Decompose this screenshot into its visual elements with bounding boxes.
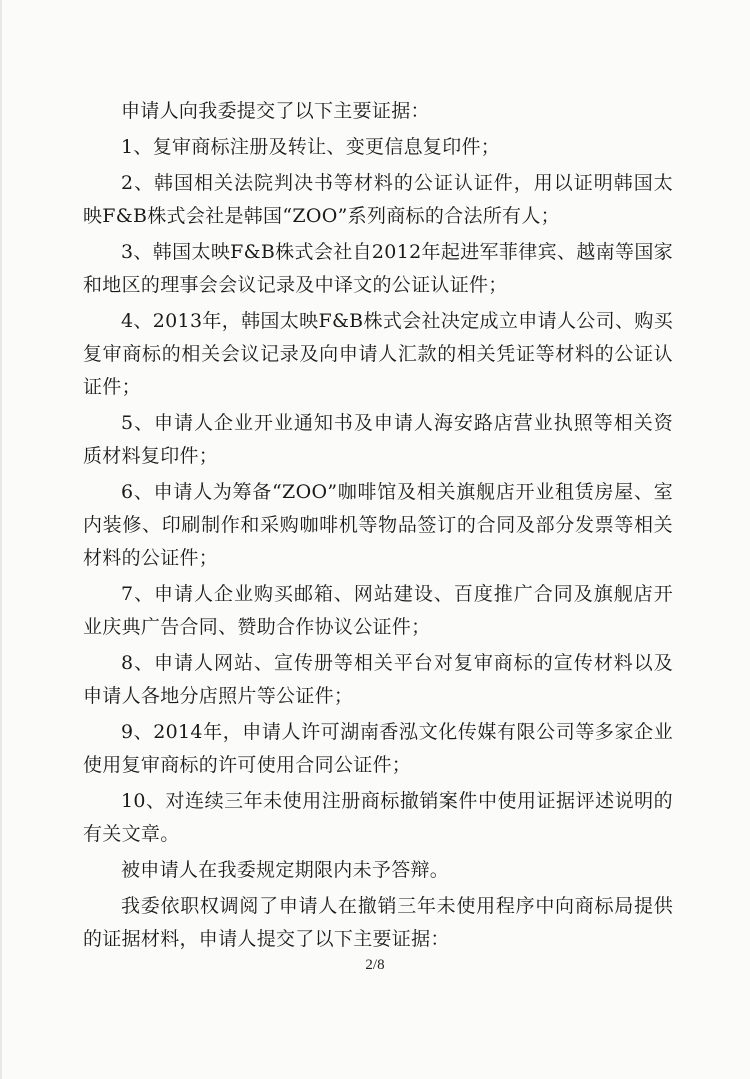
paragraph-evidence-3: 3、韩国太映F&B株式会社自2012年起进军菲律宾、越南等国家和地区的理事会会议记录及中译文的公证认证件； (83, 241, 673, 296)
paragraph-evidence-4: 4、2013年，韩国太映F&B株式会社决定成立申请人公司、购买复审商标的相关会议记录及向申请人汇款的相关凭证等材料的公证认证件； (83, 310, 673, 398)
paragraph-evidence-10: 10、对连续三年未使用注册商标撤销案件中使用证据评述说明的有关文章。 (83, 790, 673, 845)
paragraph-evidence-7: 7、申请人企业购买邮箱、网站建设、百度推广合同及旗舰店开业庆典广告合同、赞助合作协议公证件； (83, 583, 673, 638)
paragraph-evidence-1: 1、复审商标注册及转让、变更信息复印件； (121, 136, 501, 158)
paragraph-evidence-2: 2、韩国相关法院判决书等材料的公证认证件，用以证明韩国太映F&B株式会社是韩国“ZOO”系列商标的合法所有人； (83, 172, 673, 227)
paragraph-evidence-6: 6、申请人为筹备“ZOO”咖啡馆及相关旗舰店开业租赁房屋、室内装修、印刷制作和采购咖啡机等物品签订的合同及部分发票等相关材料的公证件； (83, 481, 673, 569)
paragraph-evidence-5: 5、申请人企业开业通知书及申请人海安路店营业执照等相关资质材料复印件； (83, 412, 673, 467)
page-number: 2/8 (365, 957, 385, 973)
paragraph-evidence-8: 8、申请人网站、宣传册等相关平台对复审商标的宣传材料以及申请人各地分店照片等公证件； (83, 652, 673, 707)
page-edge (0, 0, 2, 1079)
paragraph-review: 我委依职权调阅了申请人在撤销三年未使用程序中向商标局提供的证据材料，申请人提交了以下主要证据： (83, 895, 673, 950)
paragraph-evidence-9: 9、2014年，申请人许可湖南香泓文化传媒有限公司等多家企业使用复审商标的许可使用合同公证件； (83, 721, 673, 776)
paragraph-intro: 申请人向我委提交了以下主要证据： (121, 100, 430, 122)
paragraph-respondent: 被申请人在我委规定期限内未予答辩。 (121, 859, 450, 881)
document-body (83, 95, 673, 959)
